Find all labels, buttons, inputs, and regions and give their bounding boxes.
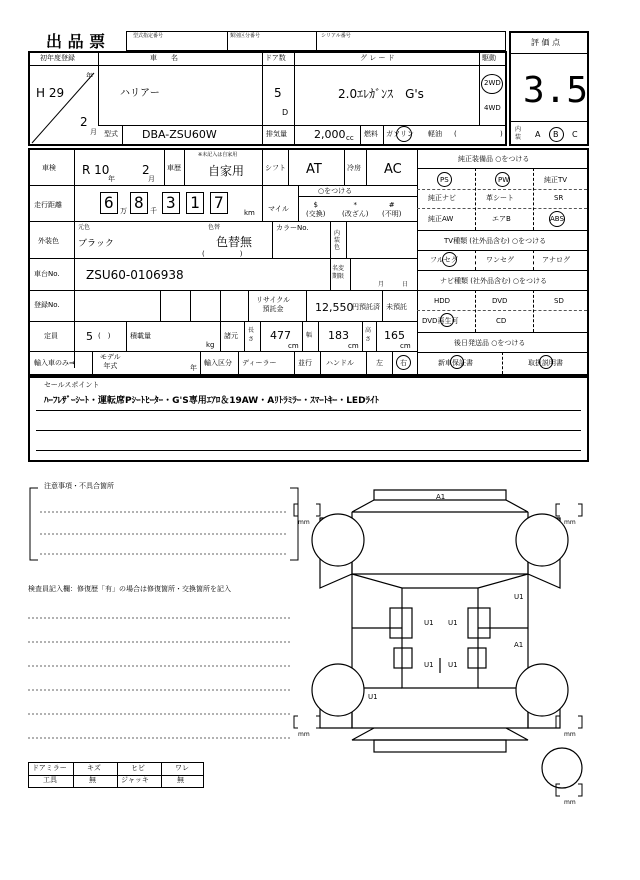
caution-bracket <box>28 484 308 564</box>
mileage-digit-1: 6 <box>104 193 114 212</box>
model-year-label: モデル 年式 <box>100 353 121 370</box>
grade-score-label: 評 価 点 <box>531 38 561 47</box>
mm-spare: mm <box>564 799 576 806</box>
later-manual: 取扱説明書 <box>528 359 563 367</box>
navi-type-label: ナビ種類 (社外品含む) ○をつける <box>440 277 548 285</box>
fuel-selected-circle <box>396 126 412 142</box>
length-label: 長さ <box>248 327 255 343</box>
inspection-month-unit: 月 <box>148 175 155 183</box>
caution-label: 注意事項・不具合箇所 <box>44 482 114 490</box>
import-dealer: ディーラー <box>242 359 277 367</box>
displacement-value: 2,000 <box>314 128 346 141</box>
color-no-label: カラーNo. <box>276 224 309 232</box>
recycle-unpaid: 未預託 <box>386 303 407 311</box>
navi-dvd-play-circle <box>440 313 454 327</box>
serial-number-label: シリアル番号 <box>321 33 351 39</box>
history-label: 車歴 <box>167 164 181 172</box>
vehicle-name: ハリアー <box>120 88 160 99</box>
name-change-day-unit: 日 <box>402 281 409 288</box>
category-number-label: 類別区分番号 <box>230 33 261 39</box>
doors-label: ドア数 <box>265 54 286 62</box>
diagram-mark-cabin-right: U1 <box>448 619 458 627</box>
mile-label: マイル <box>268 205 289 213</box>
recycle-unit: 円預託済 <box>352 303 380 311</box>
category-number-box <box>227 31 317 51</box>
shift-label: シフト <box>265 164 286 172</box>
equip-pw-circle <box>495 172 510 187</box>
tv-analog: アナログ <box>542 256 570 264</box>
ac-value: AC <box>384 162 402 177</box>
equip-leather: 革シート <box>486 194 514 202</box>
capacity-paren: ( ) <box>98 332 111 340</box>
diagram-mark-right-door: A1 <box>514 641 524 649</box>
vehicle-block <box>28 51 507 146</box>
mile-circle-note: ○をつける <box>318 187 353 195</box>
inspection-month: 2 <box>142 163 150 177</box>
equip-ps: PS <box>440 176 449 184</box>
diagram-mark-cabin-left: U1 <box>424 619 434 627</box>
drive-selected-circle <box>481 74 503 94</box>
later-warranty-circle <box>450 355 464 369</box>
equip-abs-circle <box>549 211 565 227</box>
legend-break: ワレ <box>175 764 189 772</box>
interior-color-label: 内装色 <box>334 230 341 251</box>
legend-jack: ジャッキ <box>121 776 149 784</box>
mileage-km: km <box>244 209 255 217</box>
model-value: DBA-ZSU60W <box>142 128 217 141</box>
recycle-value: 12,550 <box>315 301 354 314</box>
equip-aw: 純正AW <box>428 215 454 223</box>
mile-option-unknown: # (不明) <box>382 201 402 218</box>
height-label: 高さ <box>365 327 372 343</box>
registration-month-suffix: 月 <box>90 128 97 136</box>
legend-jack-value: 無 <box>177 776 184 784</box>
load-kg: kg <box>206 341 215 349</box>
width-label: 幅 <box>306 332 313 339</box>
first-registration-label: 初年度登録 <box>40 54 75 62</box>
equip-airbag: エアB <box>492 215 511 223</box>
tv-fullseg: フルセグ <box>430 256 458 264</box>
diagram-mark-front-bumper: A1 <box>436 493 446 501</box>
door-type: D <box>282 108 289 117</box>
form-title: 出 品 票 <box>46 32 106 51</box>
navi-dvd: DVD <box>492 297 508 305</box>
handle-label: ハンドル <box>326 359 354 367</box>
color-label: 外装色 <box>38 237 59 245</box>
width-cm: cm <box>348 342 359 350</box>
grade-score-value: 3.5 <box>523 70 589 111</box>
handle-left: 左 <box>376 359 383 367</box>
inspector-lines <box>28 598 298 748</box>
drive-4wd: 4WD <box>484 104 501 112</box>
interior-option-c: C <box>572 130 578 139</box>
name-change-month-unit: 月 <box>378 281 385 288</box>
import-parallel: 並行 <box>298 359 312 367</box>
equip-tv: 純正TV <box>544 176 568 184</box>
capacity-value: 5 <box>86 330 93 343</box>
handle-selected-circle <box>396 355 411 370</box>
height-cm: cm <box>400 342 411 350</box>
drive-2wd: 2WD <box>484 79 501 87</box>
fuel-other: ( <box>454 130 457 138</box>
inspection-value: R 10 <box>82 163 110 177</box>
registration-year: H 29 <box>36 86 65 100</box>
type-number-box <box>126 31 228 51</box>
fuel-label: 燃料 <box>364 130 378 138</box>
serial-number-box <box>316 31 506 51</box>
tv-oneseg: ワンセグ <box>486 256 514 264</box>
height-value: 165 <box>384 329 405 342</box>
displacement-label: 排気量 <box>266 130 287 138</box>
mm-rear-right: mm <box>564 731 576 738</box>
grade-label: グ レ ー ド <box>360 54 395 62</box>
fuel-diesel: 軽油 <box>428 130 442 138</box>
navi-hdd: HDD <box>434 297 451 305</box>
drive-label: 駆動 <box>482 54 496 62</box>
color-change-value: 色替無 <box>216 235 253 249</box>
model-label: 型式 <box>104 130 118 138</box>
mileage-digit-5: 7 <box>214 193 224 212</box>
fuel-other-close: ) <box>500 130 503 138</box>
mileage-man: 万 <box>120 207 127 215</box>
registration-year-suffix: 年 <box>86 72 93 80</box>
tv-fullseg-circle <box>442 252 457 267</box>
diagram-mark-right-front: U1 <box>514 593 524 601</box>
diagram-mark-rear-left: U1 <box>424 661 434 669</box>
color-tone-label: 色替 <box>208 224 221 231</box>
equip-ps-circle <box>437 172 452 187</box>
color-paren: ( ) <box>202 250 243 258</box>
recycle-label: リサイクル 預託金 <box>256 296 291 313</box>
grade-score-box <box>509 31 589 146</box>
mm-rear-left: mm <box>298 731 310 738</box>
color-original-value: ブラック <box>78 239 114 249</box>
legend-scratch: キズ <box>87 764 101 772</box>
ac-label: 冷房 <box>347 164 361 172</box>
equip-sr: SR <box>554 194 564 202</box>
details-block <box>28 148 589 376</box>
inspector-label: 検査員記入欄：修復歴「有」の場合は修復箇所・交換箇所を記入 <box>28 585 231 593</box>
grade-value: 2.0ｴﾚｶﾞﾝｽ G's <box>338 87 424 101</box>
length-cm: cm <box>288 342 299 350</box>
inspection-label: 車検 <box>42 164 56 172</box>
later-warranty: 新車保証書 <box>438 359 473 367</box>
equip-pw: PW <box>498 176 510 184</box>
equip-abs: ABS <box>550 215 564 223</box>
type-number-label: 型式指定番号 <box>133 33 164 39</box>
length-value: 477 <box>270 329 291 342</box>
interior-selected-circle <box>549 127 564 142</box>
interior-label: 内 装 <box>515 126 522 141</box>
equip-navi: 純正ナビ <box>428 194 456 202</box>
history-note: ※未記入は自家用 <box>198 152 238 158</box>
registration-no-label: 登録No. <box>34 301 60 309</box>
legend-tools: 工具 <box>43 776 57 784</box>
mile-option-exchange: $ (交換) <box>306 201 326 218</box>
mile-option-tampered: * (改ざん) <box>342 201 369 218</box>
mileage-digit-4: 1 <box>190 193 200 212</box>
vehicle-name-label: 車 名 <box>150 54 178 62</box>
sales-point-block <box>28 376 589 462</box>
model-year-unit: 年 <box>190 364 197 372</box>
shift-value: AT <box>306 162 322 177</box>
dimension-label: 諸元 <box>224 332 238 340</box>
chassis-value: ZSU60-0106938 <box>86 268 184 282</box>
handle-right: 右 <box>400 359 407 367</box>
fuel-gasoline: ガソリン <box>386 130 414 138</box>
import-type-label: 輸入区分 <box>204 359 232 367</box>
later-shipment-label: 後日発送品 ○をつける <box>454 339 526 347</box>
name-change-label: 名変期限 <box>332 265 345 280</box>
capacity-label: 定員 <box>44 332 58 340</box>
interior-option-b: B <box>553 130 559 139</box>
navi-dvd-play: DVD再生可 <box>422 317 459 325</box>
legend-door-mirror: ドアミラー <box>32 764 67 772</box>
diagram-mark-left-rear-wheel: U1 <box>368 693 378 701</box>
interior-option-a: A <box>535 130 541 139</box>
mm-front-left: mm <box>298 519 310 526</box>
width-value: 183 <box>328 329 349 342</box>
tv-type-label: TV種類 (社外品含む) ○をつける <box>444 237 547 245</box>
navi-sd: SD <box>554 297 564 305</box>
color-original-label: 元色 <box>78 224 91 231</box>
load-label: 積載量 <box>130 332 151 340</box>
mileage-sen: 千 <box>150 207 157 215</box>
inspection-year-unit: 年 <box>108 175 115 183</box>
registration-month: 2 <box>80 115 88 129</box>
displacement-unit: cc <box>346 134 354 142</box>
legend-crack: ヒビ <box>131 764 145 772</box>
mileage-label: 走行距離 <box>34 201 62 209</box>
navi-cd: CD <box>496 317 507 325</box>
import-label: 輸入車のみ⇒ <box>34 359 75 367</box>
mileage-digit-3: 3 <box>166 193 176 212</box>
legend-tools-value: 無 <box>89 776 96 784</box>
mileage-digit-2: 8 <box>134 193 144 212</box>
later-manual-circle <box>539 355 553 369</box>
mm-front-right: mm <box>564 519 576 526</box>
doors-value: 5 <box>274 86 282 100</box>
sales-point-text: ﾊｰﾌﾚｻﾞｰｼｰﾄ・運転席Pｼｰﾄﾋｰﾀｰ・G'S専用ｴｱﾛ＆19AW・Aﾘﾄﾗﾐﾗｰ・ｽﾏｰﾄｷｰ・LEDﾗｲﾄ <box>44 396 380 406</box>
legend-table <box>28 762 204 788</box>
history-value: 自家用 <box>208 164 245 178</box>
sales-point-label: セールスポイント <box>44 381 100 389</box>
chassis-label: 車台No. <box>34 270 60 278</box>
genuine-equipment-label: 純正装備品 ○をつける <box>458 155 530 163</box>
diagram-mark-rear-right: U1 <box>448 661 458 669</box>
